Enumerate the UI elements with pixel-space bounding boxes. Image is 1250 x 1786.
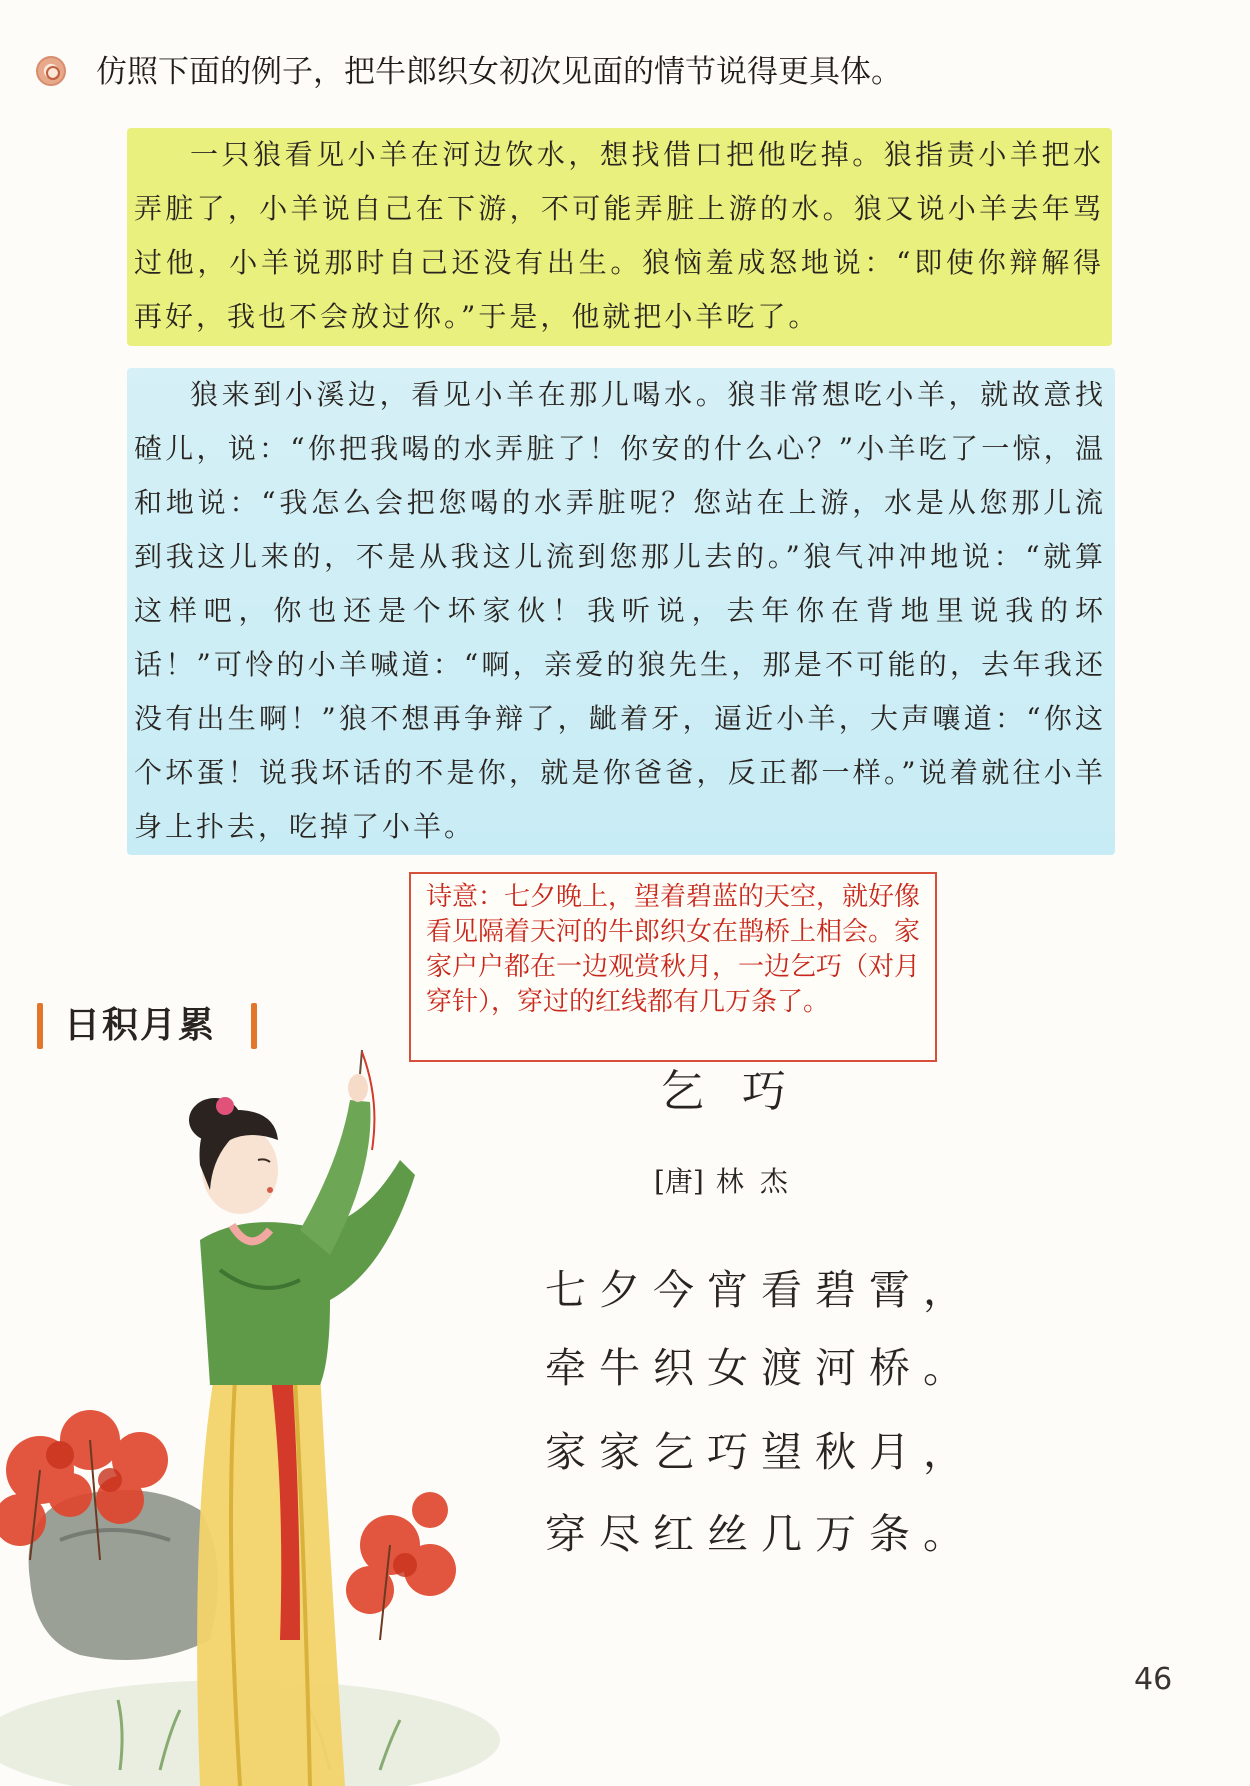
weaver-girl-illustration: [0, 1040, 560, 1786]
poem-line: 穿尽红丝几万条。: [545, 1510, 977, 1558]
poem-title: 乞巧: [660, 1066, 824, 1117]
example-paragraph: 一只狼看见小羊在河边饮水，想找借口把他吃掉。狼指责小羊把水弄脏了，小羊说自己在下游，不可能弄脏上游的水。狼又说小羊去年骂过他，小羊说那时自己还没有出生。狼恼羞成怒地说：“即使你辩解得再好，我也不会放过你。”于是，他就把小羊吃了。: [134, 138, 1104, 333]
poem-author: 林杰: [715, 1165, 804, 1198]
page-number: 46: [1134, 1662, 1173, 1697]
poem-line: 牵牛织女渡河桥。: [545, 1344, 977, 1392]
poem-byline: [654, 1162, 804, 1202]
exercise-instruction: 仿照下面的例子，把牛郎织女初次见面的情节说得更具体。: [96, 54, 902, 90]
poem-meaning-note: 诗意：七夕晚上，望着碧蓝的天空，就好像看见隔着天河的牛郎织女在鹊桥上相会。家家户户都在一边观赏秋月，一边乞巧（对月穿针），穿过的红线都有几万条了。: [426, 882, 921, 1017]
section-title: 日积月累: [64, 1005, 217, 1046]
poem-line: 家家乞巧望秋月，: [545, 1428, 977, 1476]
story-paragraph: 狼来到小溪边，看见小羊在那儿喝水。狼非常想吃小羊，就故意找碴儿，说：“你把我喝的水弄脏了！你安的什么心？”小羊吃了一惊，温和地说：“我怎么会把您喝的水弄脏呢？您站在上游，水是从您那儿流到我这儿来的，不是从我这儿流到您那儿去的。”狼气冲冲地说：“就算这样吧，你也还是个坏家伙！我听说，去年你在背地里说我的坏话！”可怜的小羊喊道：“啊，亲爱的狼先生，那是不可能的，去年我还没有出生啊！”狼不想再争辩了，龇着牙，逼近小羊，大声嚷道：“你这个坏蛋！说我坏话的不是你，就是你爸爸，反正都一样。”说着就往小羊身上扑去，吃掉了小羊。: [134, 378, 1106, 843]
poem-line: 七夕今宵看碧霄，: [545, 1266, 977, 1314]
poem-dynasty: [唐]: [654, 1165, 704, 1198]
flower-bullet-icon: [36, 56, 66, 86]
